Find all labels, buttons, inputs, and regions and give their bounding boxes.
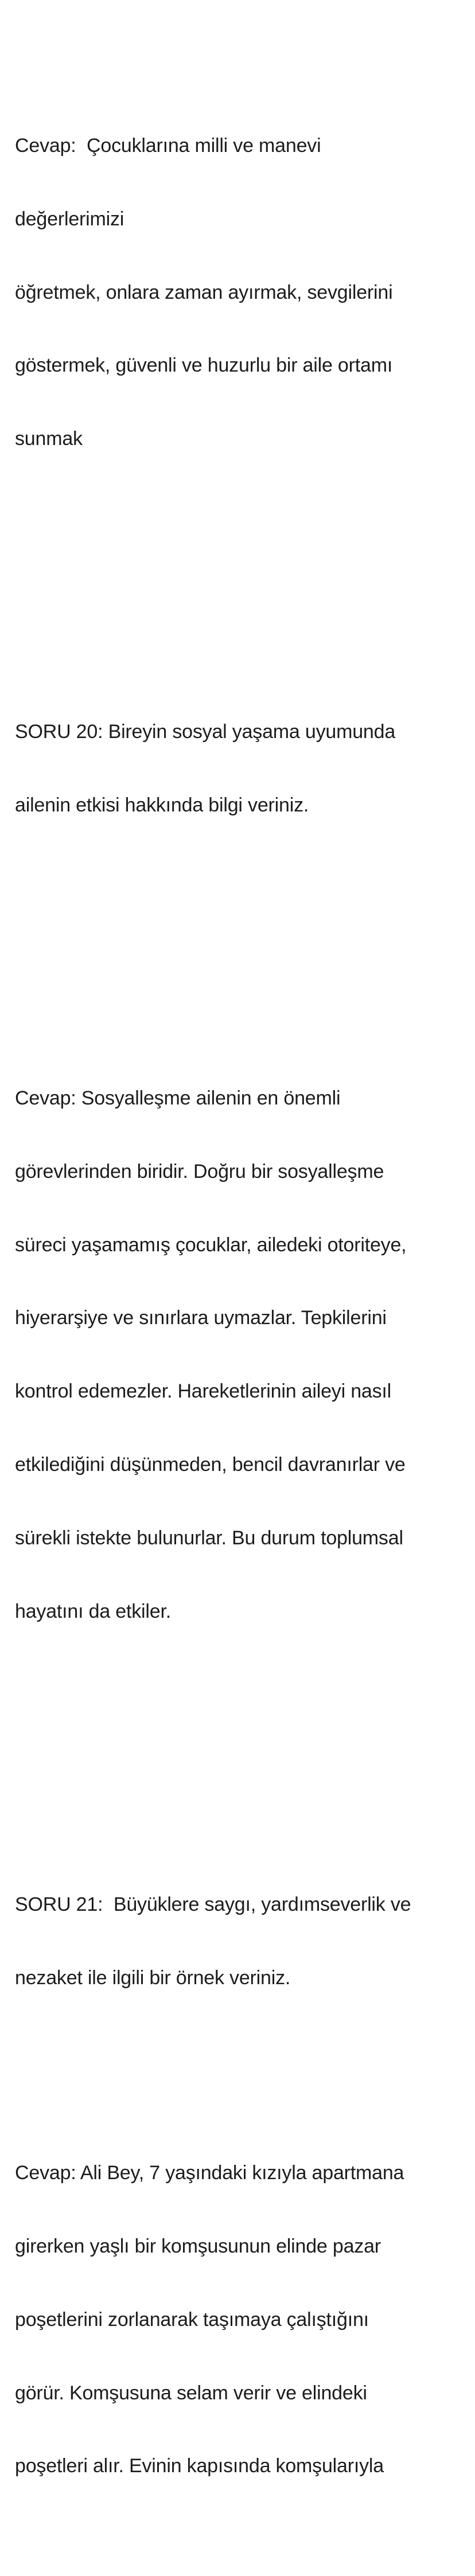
answer-19-line-5: sunmak [15,428,83,450]
answer-21-line-5: poşetleri alır. Evinin kapısında komşularıyla [15,2455,384,2477]
question-20-line-2: ailenin etkisi hakkında bilgi veriniz. [15,794,309,816]
answer-20-block [15,1037,474,1672]
answer-21-line-1: Cevap: Ali Bey, 7 yaşındaki kızıyla apartmana [15,2162,404,2184]
answer-21-line-3: poşetlerini zorlanarak taşımaya çalıştığını [15,2308,369,2331]
answer-19-block [15,85,474,500]
answer-19-line-3: öğretmek, onlara zaman ayırmak, sevgilerini [15,281,393,303]
answer-20-line-3: süreci yaşamamış çocuklar, ailedeki otoriteye, [15,1234,407,1256]
question-21-line-2: nezaket ile ilgili bir örnek veriniz. [15,1966,291,1989]
question-20-block [15,671,474,867]
answer-20-line-6: etkilediğini düşünmeden, bencil davranırlar ve [15,1454,406,1476]
answer-20-line-8: hayatını da etkiler. [15,1600,171,1622]
paragraph-gap [15,1746,474,1770]
answer-19-line-2: değerlerimizi [15,208,124,230]
document-page [15,11,474,2576]
answer-20-line-7: sürekli istekte bulunurlar. Bu durum toplumsal [15,1527,403,1549]
answer-21-line-4: görür. Komşusuna selam verir ve elindeki [15,2382,367,2404]
question-21-line-1: SORU 21: Büyüklere saygı, yardımseverlik ve [15,1893,411,1915]
answer-20-line-1: Cevap: Sosyalleşme ailenin en önemli [15,1087,341,1110]
answer-19-line-1: Cevap: Çocuklarına milli ve manevi [15,134,321,157]
paragraph-gap [15,940,474,965]
paragraph-gap [15,573,474,598]
question-20-line-1: SORU 20: Bireyin sosyal yaşama uyumunda [15,721,396,743]
answer-21-line-2: girerken yaşlı bir komşusunun elinde pazar [15,2235,381,2258]
answer-20-line-4: hiyerarşiye ve sınırlara uymazlar. Tepkilerini [15,1307,387,1329]
question-21-block [15,1844,474,2039]
answer-20-line-5: kontrol edemezler. Hareketlerinin aileyi nasıl [15,1380,392,1403]
answer-19-line-4: göstermek, güvenli ve huzurlu bir aile ortamı [15,354,393,377]
answer-21-block [15,2112,474,2527]
answer-20-line-2: görevlerinden biridir. Doğru bir sosyalleşme [15,1160,384,1182]
